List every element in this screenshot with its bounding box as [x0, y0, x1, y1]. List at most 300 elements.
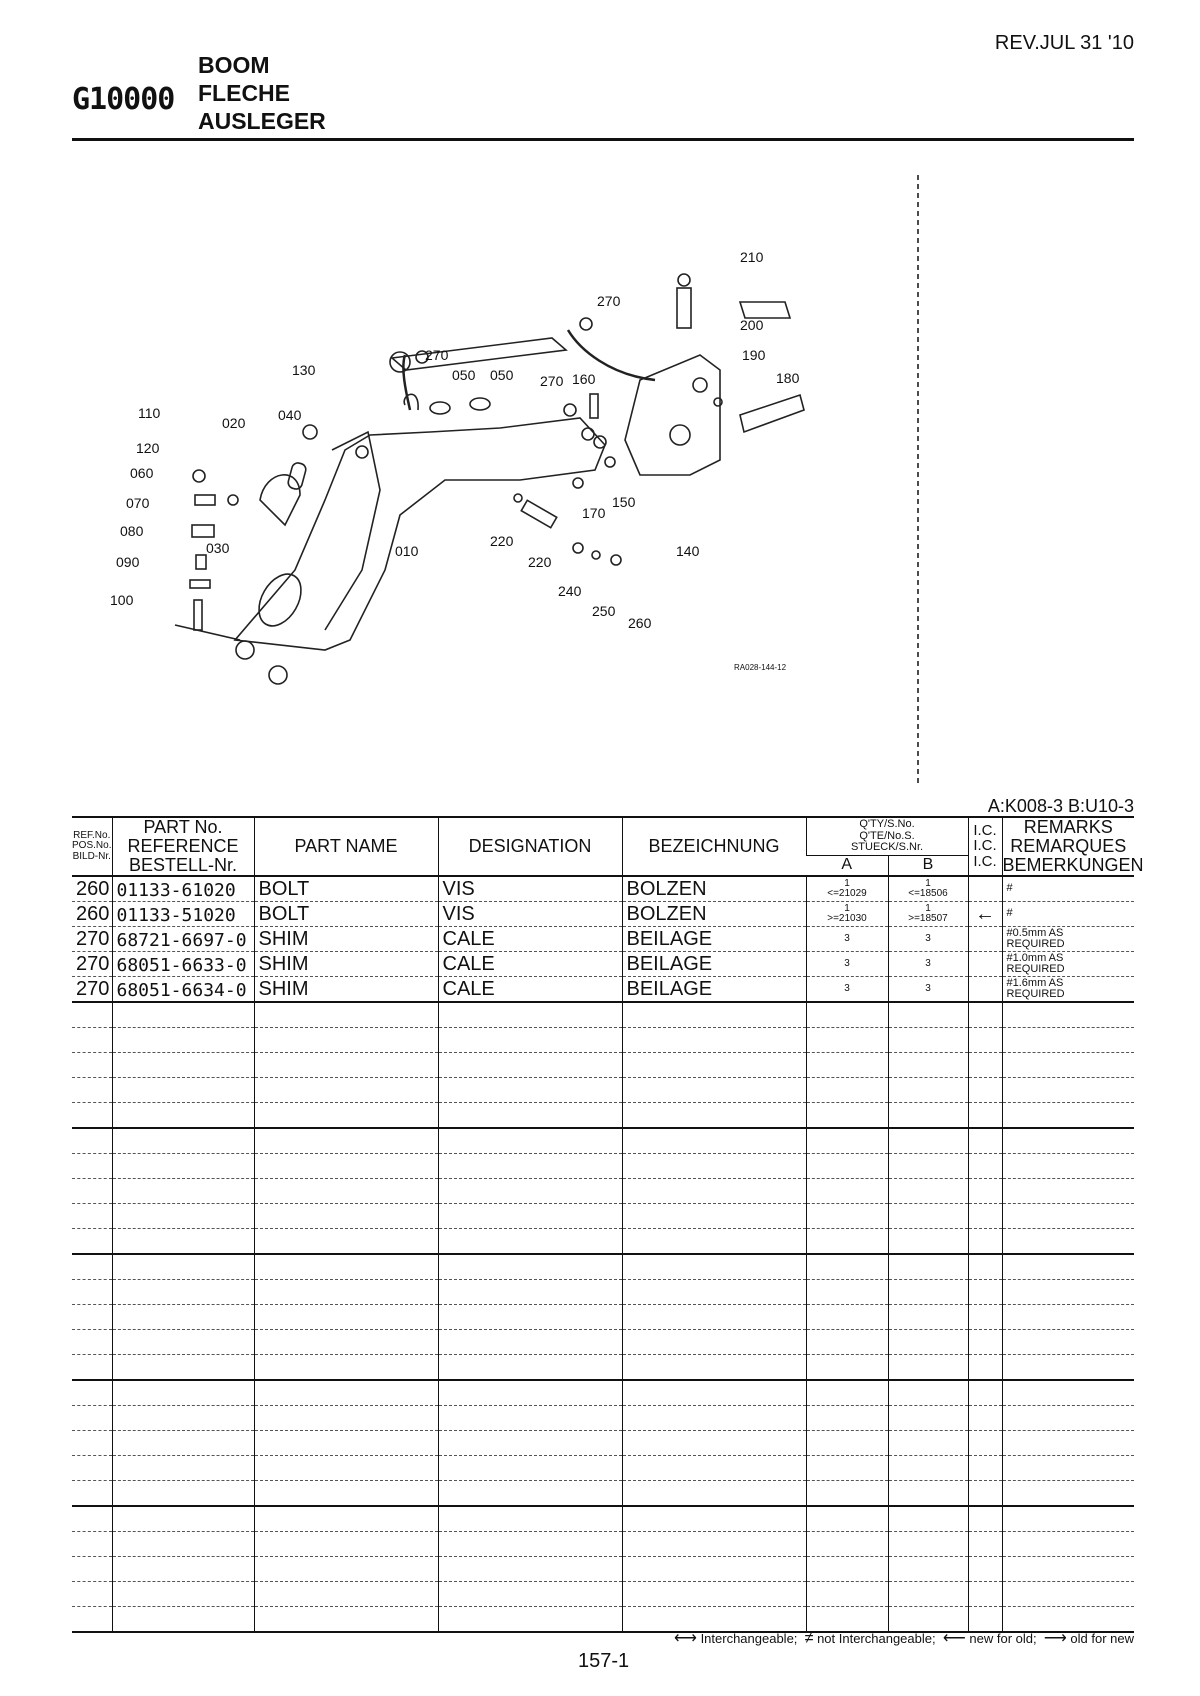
- callout-250: 250: [592, 603, 616, 619]
- blank-cell: [72, 1430, 112, 1455]
- blank-cell: [968, 1480, 1002, 1506]
- blank-cell: [622, 1304, 806, 1329]
- designation-cell: CALE: [438, 951, 622, 976]
- blank-cell: [1002, 1077, 1134, 1102]
- blank-cell: [1002, 1304, 1134, 1329]
- callout-160: 160: [572, 371, 596, 387]
- blank-cell: [968, 1027, 1002, 1052]
- blank-cell: [1002, 1581, 1134, 1606]
- blank-cell: [1002, 1002, 1134, 1028]
- blank-cell: [112, 1329, 254, 1354]
- ref-no-cell: 260: [72, 901, 112, 926]
- callout-150: 150: [612, 494, 636, 510]
- blank-cell: [1002, 1228, 1134, 1254]
- designation-cell: CALE: [438, 976, 622, 1002]
- blank-cell: [254, 1606, 438, 1632]
- blank-row: [72, 1556, 1134, 1581]
- ref-no-cell: 270: [72, 976, 112, 1002]
- blank-cell: [806, 1027, 888, 1052]
- blank-cell: [72, 1254, 112, 1280]
- blank-cell: [72, 1354, 112, 1380]
- ic-cell: [968, 876, 1002, 902]
- blank-cell: [806, 1455, 888, 1480]
- blank-cell: [254, 1430, 438, 1455]
- blank-cell: [112, 1506, 254, 1532]
- part-name-cell: SHIM: [254, 951, 438, 976]
- bezeichnung-cell: BEILAGE: [622, 951, 806, 976]
- blank-row: [72, 1304, 1134, 1329]
- blank-cell: [254, 1279, 438, 1304]
- qty-a-cell: 1 <=21029: [806, 876, 888, 902]
- title-german: AUSLEGER: [198, 108, 326, 134]
- blank-cell: [72, 1178, 112, 1203]
- designation-cell: VIS: [438, 901, 622, 926]
- table-row: [72, 876, 1134, 902]
- blank-cell: [112, 1153, 254, 1178]
- blank-cell: [438, 1304, 622, 1329]
- blank-cell: [254, 1203, 438, 1228]
- blank-row: [72, 1254, 1134, 1280]
- blank-cell: [806, 1354, 888, 1380]
- blank-cell: [1002, 1027, 1134, 1052]
- blank-cell: [888, 1027, 968, 1052]
- blank-cell: [888, 1581, 968, 1606]
- remarks-cell: #0.5mm AS REQUIRED: [1002, 926, 1134, 951]
- legend-new-for-old: new for old;: [969, 1631, 1037, 1646]
- part-no-cell: 68051-6634-0: [112, 976, 254, 1002]
- blank-cell: [806, 1203, 888, 1228]
- interchangeability-legend: [674, 1628, 1134, 1648]
- bezeichnung-cell: BEILAGE: [622, 976, 806, 1002]
- blank-row: [72, 1531, 1134, 1556]
- remarks-cell: #: [1002, 876, 1134, 902]
- blank-cell: [1002, 1203, 1134, 1228]
- blank-row: [72, 1178, 1134, 1203]
- callout-220: 220: [528, 554, 552, 570]
- revision-date: REV.JUL 31 '10: [994, 32, 1134, 54]
- blank-cell: [72, 1203, 112, 1228]
- ic-cell: [968, 926, 1002, 951]
- blank-cell: [438, 1556, 622, 1581]
- blank-cell: [888, 1178, 968, 1203]
- qty-b-cell: 1 <=18506: [888, 876, 968, 902]
- blank-cell: [112, 1102, 254, 1128]
- blank-cell: [806, 1380, 888, 1406]
- blank-cell: [254, 1354, 438, 1380]
- blank-cell: [888, 1228, 968, 1254]
- blank-cell: [622, 1581, 806, 1606]
- blank-cell: [112, 1405, 254, 1430]
- ref-no-cell: 260: [72, 876, 112, 902]
- blank-cell: [438, 1531, 622, 1556]
- table-row: [72, 976, 1134, 1002]
- blank-cell: [888, 1002, 968, 1028]
- callout-180: 180: [776, 370, 800, 386]
- callout-040: 040: [278, 407, 302, 423]
- blank-cell: [622, 1128, 806, 1154]
- blank-row: [72, 1203, 1134, 1228]
- part-name-cell: BOLT: [254, 901, 438, 926]
- callout-140: 140: [676, 543, 700, 559]
- blank-cell: [1002, 1380, 1134, 1406]
- blank-cell: [806, 1506, 888, 1532]
- right-arrow-icon: ⟶: [1043, 1630, 1067, 1647]
- blank-cell: [112, 1556, 254, 1581]
- blank-cell: [888, 1052, 968, 1077]
- header-rule: [72, 138, 1134, 141]
- blank-cell: [806, 1556, 888, 1581]
- blank-cell: [254, 1455, 438, 1480]
- blank-cell: [888, 1102, 968, 1128]
- blank-cell: [806, 1052, 888, 1077]
- blank-cell: [968, 1102, 1002, 1128]
- blank-cell: [254, 1002, 438, 1028]
- blank-cell: [254, 1480, 438, 1506]
- blank-cell: [72, 1077, 112, 1102]
- blank-cell: [888, 1455, 968, 1480]
- blank-row: [72, 1128, 1134, 1154]
- blank-cell: [1002, 1556, 1134, 1581]
- part-no-cell: 68051-6633-0: [112, 951, 254, 976]
- blank-cell: [622, 1380, 806, 1406]
- blank-row: [72, 1480, 1134, 1506]
- blank-cell: [438, 1405, 622, 1430]
- blank-cell: [806, 1102, 888, 1128]
- blank-cell: [438, 1102, 622, 1128]
- blank-cell: [1002, 1531, 1134, 1556]
- blank-cell: [622, 1531, 806, 1556]
- blank-row: [72, 1052, 1134, 1077]
- part-name-cell: BOLT: [254, 876, 438, 902]
- blank-cell: [72, 1380, 112, 1406]
- blank-cell: [968, 1279, 1002, 1304]
- callout-030: 030: [206, 540, 230, 556]
- blank-cell: [968, 1304, 1002, 1329]
- table-row: [72, 951, 1134, 976]
- blank-cell: [254, 1405, 438, 1430]
- blank-row: [72, 1581, 1134, 1606]
- callout-090: 090: [116, 554, 140, 570]
- callout-230: 220: [490, 533, 514, 549]
- blank-cell: [438, 1002, 622, 1028]
- blank-cell: [622, 1077, 806, 1102]
- ic-cell: [968, 976, 1002, 1002]
- blank-row: [72, 1329, 1134, 1354]
- blank-cell: [888, 1354, 968, 1380]
- blank-cell: [968, 1506, 1002, 1532]
- blank-row: [72, 1228, 1134, 1254]
- table-row: [72, 926, 1134, 951]
- blank-cell: [254, 1556, 438, 1581]
- blank-cell: [1002, 1405, 1134, 1430]
- blank-cell: [254, 1228, 438, 1254]
- blank-cell: [806, 1405, 888, 1430]
- blank-cell: [1002, 1052, 1134, 1077]
- blank-cell: [112, 1606, 254, 1632]
- blank-cell: [806, 1329, 888, 1354]
- designation-cell: CALE: [438, 926, 622, 951]
- blank-cell: [438, 1506, 622, 1532]
- blank-cell: [1002, 1354, 1134, 1380]
- blank-cell: [968, 1531, 1002, 1556]
- blank-row: [72, 1455, 1134, 1480]
- blank-cell: [1002, 1506, 1134, 1532]
- blank-cell: [112, 1203, 254, 1228]
- blank-row: [72, 1354, 1134, 1380]
- blank-cell: [806, 1279, 888, 1304]
- blank-cell: [254, 1531, 438, 1556]
- qty-a-cell: 3: [806, 976, 888, 1002]
- blank-cell: [1002, 1178, 1134, 1203]
- blank-cell: [968, 1405, 1002, 1430]
- blank-cell: [72, 1531, 112, 1556]
- blank-cell: [72, 1128, 112, 1154]
- header-qty-a: A: [806, 856, 888, 876]
- blank-row: [72, 1027, 1134, 1052]
- designation-cell: VIS: [438, 876, 622, 902]
- blank-cell: [112, 1354, 254, 1380]
- blank-cell: [622, 1178, 806, 1203]
- callout-130: 130: [292, 362, 316, 378]
- blank-row: [72, 1380, 1134, 1406]
- blank-cell: [72, 1228, 112, 1254]
- blank-cell: [112, 1254, 254, 1280]
- blank-row: [72, 1430, 1134, 1455]
- table-body: [72, 876, 1134, 1632]
- blank-cell: [1002, 1480, 1134, 1506]
- blank-cell: [438, 1228, 622, 1254]
- callout-260: 260: [628, 615, 652, 631]
- blank-cell: [806, 1002, 888, 1028]
- blank-cell: [112, 1128, 254, 1154]
- blank-cell: [888, 1254, 968, 1280]
- not-equal-icon: ≠: [804, 1630, 814, 1647]
- part-name-cell: SHIM: [254, 976, 438, 1002]
- blank-cell: [72, 1329, 112, 1354]
- blank-cell: [438, 1380, 622, 1406]
- blank-cell: [968, 1203, 1002, 1228]
- legend-old-for-new: old for new: [1070, 1631, 1134, 1646]
- parts-table: [72, 816, 1144, 1633]
- blank-cell: [1002, 1254, 1134, 1280]
- remarks-cell: #1.6mm AS REQUIRED: [1002, 976, 1134, 1002]
- header-ref: REF.No. POS.No. BILD-Nr.: [72, 817, 112, 876]
- blank-cell: [438, 1430, 622, 1455]
- blank-cell: [622, 1329, 806, 1354]
- blank-cell: [112, 1531, 254, 1556]
- blank-row: [72, 1153, 1134, 1178]
- blank-cell: [438, 1606, 622, 1632]
- blank-cell: [72, 1581, 112, 1606]
- callout-020: 020: [222, 415, 246, 431]
- blank-cell: [806, 1153, 888, 1178]
- blank-cell: [438, 1203, 622, 1228]
- blank-cell: [438, 1455, 622, 1480]
- blank-cell: [888, 1531, 968, 1556]
- blank-cell: [888, 1430, 968, 1455]
- bezeichnung-cell: BOLZEN: [622, 876, 806, 902]
- diagram-callouts: [110, 249, 800, 672]
- blank-cell: [968, 1002, 1002, 1028]
- blank-cell: [254, 1102, 438, 1128]
- blank-cell: [968, 1556, 1002, 1581]
- title-english: BOOM: [198, 52, 270, 78]
- blank-cell: [1002, 1102, 1134, 1128]
- header-part-name: PART NAME: [254, 817, 438, 876]
- part-name-cell: SHIM: [254, 926, 438, 951]
- callout-270-a: 270: [425, 347, 449, 363]
- blank-cell: [1002, 1128, 1134, 1154]
- blank-cell: [254, 1153, 438, 1178]
- blank-cell: [112, 1027, 254, 1052]
- table-header: [72, 817, 1144, 876]
- blank-cell: [72, 1556, 112, 1581]
- blank-cell: [888, 1203, 968, 1228]
- blank-cell: [622, 1052, 806, 1077]
- blank-cell: [968, 1430, 1002, 1455]
- blank-cell: [72, 1304, 112, 1329]
- blank-cell: [888, 1480, 968, 1506]
- callout-100: 100: [110, 592, 134, 608]
- blank-cell: [622, 1228, 806, 1254]
- blank-cell: [622, 1002, 806, 1028]
- blank-cell: [1002, 1279, 1134, 1304]
- blank-cell: [806, 1178, 888, 1203]
- blank-cell: [72, 1002, 112, 1028]
- qty-a-cell: 3: [806, 926, 888, 951]
- callout-050-b: 050: [490, 367, 514, 383]
- callout-070: 070: [126, 495, 150, 511]
- blank-cell: [72, 1153, 112, 1178]
- callout-010: 010: [395, 543, 419, 559]
- blank-cell: [806, 1480, 888, 1506]
- blank-cell: [72, 1027, 112, 1052]
- header-part-no: PART No. REFERENCE BESTELL-Nr.: [112, 817, 254, 876]
- legend-not-interchangeable: not Interchangeable;: [817, 1631, 936, 1646]
- blank-cell: [806, 1304, 888, 1329]
- blank-cell: [888, 1380, 968, 1406]
- blank-cell: [622, 1254, 806, 1280]
- blank-cell: [112, 1077, 254, 1102]
- blank-cell: [968, 1354, 1002, 1380]
- blank-cell: [254, 1254, 438, 1280]
- blank-cell: [254, 1027, 438, 1052]
- callout-120: 120: [136, 440, 160, 456]
- blank-cell: [254, 1304, 438, 1329]
- blank-cell: [622, 1455, 806, 1480]
- qty-a-cell: 1 >=21030: [806, 901, 888, 926]
- blank-cell: [438, 1128, 622, 1154]
- bidirectional-arrow-icon: ⟷: [674, 1630, 697, 1647]
- blank-cell: [888, 1405, 968, 1430]
- blank-cell: [888, 1279, 968, 1304]
- callout-240: 240: [558, 583, 582, 599]
- blank-cell: [622, 1556, 806, 1581]
- blank-cell: [968, 1153, 1002, 1178]
- header-bezeichnung: BEZEICHNUNG: [622, 817, 806, 876]
- blank-cell: [254, 1380, 438, 1406]
- blank-cell: [72, 1405, 112, 1430]
- callout-270-c: 270: [597, 293, 621, 309]
- blank-cell: [438, 1178, 622, 1203]
- remarks-cell: #1.0mm AS REQUIRED: [1002, 951, 1134, 976]
- blank-cell: [254, 1178, 438, 1203]
- blank-cell: [72, 1480, 112, 1506]
- qty-b-cell: 3: [888, 951, 968, 976]
- header-remarks: REMARKS REMARQUES BEMERKUNGEN: [1002, 817, 1144, 875]
- blank-cell: [888, 1304, 968, 1329]
- blank-cell: [254, 1077, 438, 1102]
- blank-cell: [968, 1254, 1002, 1280]
- blank-cell: [968, 1581, 1002, 1606]
- blank-cell: [806, 1228, 888, 1254]
- blank-cell: [72, 1455, 112, 1480]
- blank-cell: [72, 1102, 112, 1128]
- blank-cell: [254, 1329, 438, 1354]
- blank-cell: [622, 1405, 806, 1430]
- blank-cell: [622, 1279, 806, 1304]
- part-no-cell: 01133-61020: [112, 876, 254, 902]
- blank-row: [72, 1077, 1134, 1102]
- blank-cell: [112, 1178, 254, 1203]
- blank-cell: [112, 1002, 254, 1028]
- qty-b-cell: 3: [888, 976, 968, 1002]
- blank-cell: [806, 1581, 888, 1606]
- blank-cell: [888, 1506, 968, 1532]
- part-no-cell: 68721-6697-0: [112, 926, 254, 951]
- blank-cell: [112, 1480, 254, 1506]
- ref-no-cell: 270: [72, 926, 112, 951]
- blank-cell: [806, 1531, 888, 1556]
- blank-cell: [622, 1153, 806, 1178]
- callout-190: 190: [742, 347, 766, 363]
- blank-cell: [438, 1153, 622, 1178]
- blank-cell: [438, 1052, 622, 1077]
- blank-cell: [806, 1254, 888, 1280]
- header-quantity: Q'TY/S.No. Q'TE/No.S. STUECK/S.Nr.: [806, 817, 968, 856]
- blank-cell: [888, 1128, 968, 1154]
- blank-cell: [622, 1430, 806, 1455]
- ref-no-cell: 270: [72, 951, 112, 976]
- blank-cell: [72, 1279, 112, 1304]
- blank-cell: [806, 1077, 888, 1102]
- blank-cell: [112, 1455, 254, 1480]
- page-number: 157-1: [578, 1650, 630, 1672]
- blank-cell: [622, 1506, 806, 1532]
- blank-cell: [968, 1329, 1002, 1354]
- model-reference: A:K008-3 B:U10-3: [987, 796, 1134, 816]
- header-qty-b: B: [888, 856, 968, 876]
- blank-cell: [888, 1153, 968, 1178]
- blank-cell: [622, 1480, 806, 1506]
- blank-cell: [968, 1077, 1002, 1102]
- qty-a-cell: 3: [806, 951, 888, 976]
- callout-080: 080: [120, 523, 144, 539]
- blank-cell: [72, 1506, 112, 1532]
- blank-cell: [72, 1606, 112, 1632]
- blank-row: [72, 1279, 1134, 1304]
- exploded-parts-diagram: [100, 170, 950, 790]
- blank-cell: [112, 1279, 254, 1304]
- left-arrow-icon: ⟵: [942, 1630, 966, 1647]
- header-designation: DESIGNATION: [438, 817, 622, 876]
- blank-cell: [968, 1128, 1002, 1154]
- legend-interchangeable: Interchangeable;: [700, 1631, 798, 1646]
- header-ic: I.C. I.C. I.C.: [968, 817, 1002, 876]
- blank-cell: [112, 1304, 254, 1329]
- callout-110: 110: [138, 405, 161, 421]
- blank-cell: [968, 1228, 1002, 1254]
